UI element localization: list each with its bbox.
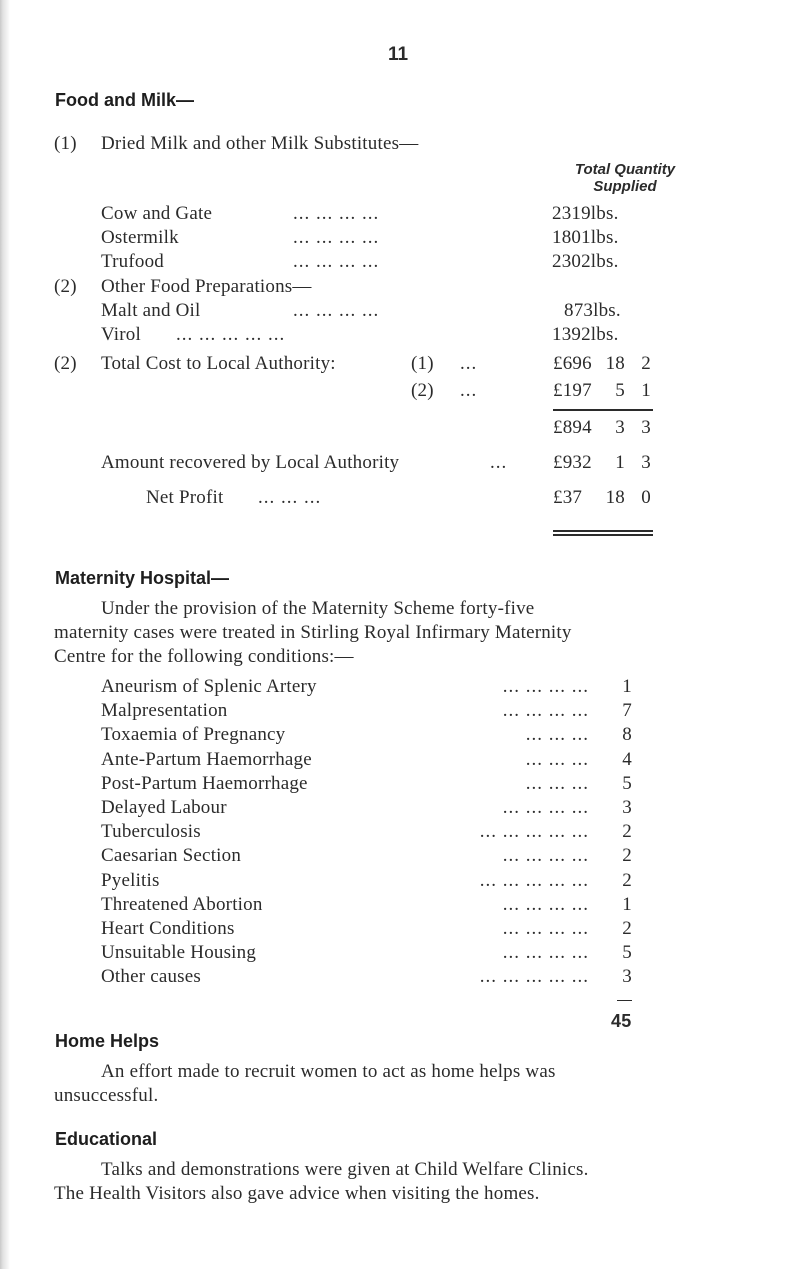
maternity-heading: Maternity Hospital— <box>55 568 230 588</box>
recovered-pounds: £932 <box>553 452 592 473</box>
subtotal-pounds: £894 <box>553 417 592 438</box>
condition-name: Delayed Labour <box>101 797 227 818</box>
condition-count: 4 <box>622 749 632 770</box>
cost-shillings: 5 <box>615 380 625 401</box>
condition-count: 1 <box>622 676 632 697</box>
educational-heading: Educational <box>55 1129 158 1149</box>
scan-edge <box>0 0 10 1269</box>
subtotal-shillings: 3 <box>615 417 625 438</box>
maternity-intro-line-2: maternity cases were treated in Stirling Royal Infirmary Maternity <box>54 622 572 643</box>
net-profit-pence: 0 <box>641 487 651 508</box>
condition-name: Ante-Partum Haemorrhage <box>101 749 312 770</box>
cost-ref: (1) <box>411 353 434 374</box>
leader-dots: ... ... ... ... <box>293 203 380 224</box>
cost-pounds: £696 <box>553 353 592 374</box>
section-2-title: Other Food Preparations— <box>101 276 312 297</box>
educational-line-2: The Health Visitors also gave advice when visiting the homes. <box>54 1183 540 1204</box>
leader-dots: ... ... ... ... <box>502 845 589 866</box>
condition-name: Heart Conditions <box>101 918 235 939</box>
condition-count: 5 <box>622 942 632 963</box>
educational-line-1: Talks and demonstrations were given at Child Welfare Clinics. <box>101 1159 589 1180</box>
condition-name: Caesarian Section <box>101 845 242 866</box>
home-helps-line-2: unsuccessful. <box>54 1085 159 1106</box>
cost-ref: (2) <box>411 380 434 401</box>
cost-pounds: £197 <box>553 380 592 401</box>
leader-dots: ... ... ... ... <box>502 797 589 818</box>
leader-dots: ... ... ... ... ... <box>479 966 589 987</box>
leader-dots: ... ... ... ... <box>502 700 589 721</box>
section-2-number: (2) <box>54 276 77 297</box>
cost-shillings: 18 <box>605 353 625 374</box>
cost-pence: 1 <box>641 380 651 401</box>
leader-dots: ... ... ... <box>525 749 589 770</box>
net-profit-shillings: 18 <box>605 487 625 508</box>
condition-count: 3 <box>622 797 632 818</box>
subtotal-rule <box>553 409 653 411</box>
recovered-pence: 3 <box>641 452 651 473</box>
item-name: Trufood <box>101 251 164 272</box>
condition-count: 2 <box>622 821 632 842</box>
leader-dots: ... ... ... ... <box>502 942 589 963</box>
condition-name: Pyelitis <box>101 870 160 891</box>
item-quantity: 873lbs. <box>564 300 621 321</box>
section-1-number: (1) <box>54 133 77 154</box>
condition-name: Post-Partum Haemorrhage <box>101 773 308 794</box>
leader-dots: ... ... ... ... ... <box>479 821 589 842</box>
condition-name: Other causes <box>101 966 201 987</box>
total-cost-label: Total Cost to Local Authority: <box>101 353 336 374</box>
leader-dots: ... ... ... ... <box>293 300 380 321</box>
condition-name: Toxaemia of Pregnancy <box>101 724 286 745</box>
quantity-header-line-2: Supplied <box>593 178 657 195</box>
leader-dots: ... ... ... ... <box>293 227 380 248</box>
recovered-shillings: 1 <box>615 452 625 473</box>
leader-dots: ... <box>490 452 508 473</box>
leader-dots: ... ... ... ... <box>502 918 589 939</box>
condition-count: 8 <box>622 724 632 745</box>
condition-name: Unsuitable Housing <box>101 942 257 963</box>
conditions-total: 45 <box>611 1011 632 1031</box>
section-1-title: Dried Milk and other Milk Substitutes— <box>101 133 419 154</box>
condition-name: Threatened Abortion <box>101 894 263 915</box>
home-helps-line-1: An effort made to recruit women to act as home helps was <box>101 1061 556 1082</box>
condition-count: 1 <box>622 894 632 915</box>
leader-dots: ... ... ... ... ... <box>176 324 286 345</box>
net-profit-label: Net Profit <box>146 487 224 508</box>
condition-count: 7 <box>622 700 632 721</box>
condition-count: 3 <box>622 966 632 987</box>
maternity-intro-line-3: Centre for the following conditions:— <box>54 646 354 667</box>
leader-dots: ... ... ... ... <box>293 251 380 272</box>
condition-count: 5 <box>622 773 632 794</box>
subtotal-pence: 3 <box>641 417 651 438</box>
condition-name: Aneurism of Splenic Artery <box>101 676 317 697</box>
leader-dots: ... ... ... <box>525 724 589 745</box>
leader-dots: ... <box>460 380 478 401</box>
item-quantity: 1801lbs. <box>552 227 619 248</box>
item-name: Malt and Oil <box>101 300 201 321</box>
leader-dots: ... ... ... ... ... <box>479 870 589 891</box>
condition-name: Tuberculosis <box>101 821 201 842</box>
item-quantity: 1392lbs. <box>552 324 619 345</box>
quantity-column-header <box>520 161 730 195</box>
food-milk-heading: Food and Milk— <box>55 90 194 110</box>
item-name: Virol <box>101 324 141 345</box>
double-rule-top <box>553 530 653 532</box>
section-3-number: (2) <box>54 353 77 374</box>
net-profit-pounds: £37 <box>553 487 583 508</box>
page-number: 11 <box>388 44 409 65</box>
item-quantity: 2302lbs. <box>552 251 619 272</box>
quantity-header-line-1: Total Quantity <box>574 161 676 178</box>
leader-dots: ... ... ... <box>258 487 322 508</box>
home-helps-heading: Home Helps <box>55 1031 160 1051</box>
item-name: Cow and Gate <box>101 203 213 224</box>
total-rule <box>617 1000 632 1001</box>
condition-count: 2 <box>622 918 632 939</box>
condition-name: Malpresentation <box>101 700 228 721</box>
amount-recovered-label: Amount recovered by Local Authority <box>101 452 400 473</box>
leader-dots: ... <box>460 353 478 374</box>
condition-count: 2 <box>622 845 632 866</box>
condition-count: 2 <box>622 870 632 891</box>
maternity-intro-line-1: Under the provision of the Maternity Scheme forty-five <box>101 598 535 619</box>
cost-pence: 2 <box>641 353 651 374</box>
item-name: Ostermilk <box>101 227 179 248</box>
leader-dots: ... ... ... <box>525 773 589 794</box>
double-rule-bottom <box>553 534 653 536</box>
leader-dots: ... ... ... ... <box>502 894 589 915</box>
leader-dots: ... ... ... ... <box>502 676 589 697</box>
item-quantity: 2319lbs. <box>552 203 619 224</box>
